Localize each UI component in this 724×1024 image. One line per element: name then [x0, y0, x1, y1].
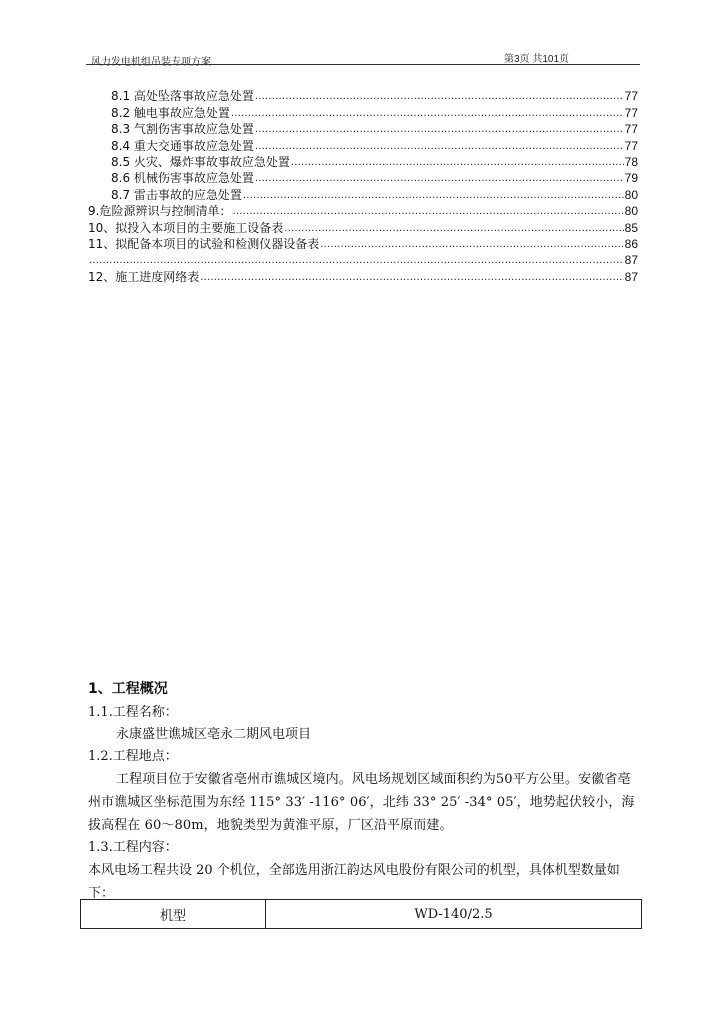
subsection-heading: 1.1.工程名称：	[88, 705, 178, 720]
toc-entry-title: 8.7 雷击事故的应急处置	[111, 187, 242, 202]
toc-entry[interactable]	[88, 218, 638, 234]
toc-entry[interactable]	[88, 202, 638, 218]
toc-leader-dots	[255, 90, 624, 103]
subsection-heading: 1.3.工程内容：	[88, 840, 178, 855]
subsection-heading: 1.2.工程地点：	[88, 749, 178, 764]
toc-leader-dots	[291, 156, 624, 169]
toc-leader-dots	[243, 189, 624, 202]
toc-entry[interactable]	[88, 169, 638, 185]
toc-entry[interactable]	[88, 235, 638, 251]
toc-entry-page: 77	[624, 138, 638, 153]
toc-entry-page: 77	[624, 122, 638, 137]
toc-entry-title: 8.2 触电事故应急处置	[111, 105, 230, 120]
toc-entry-page: 77	[624, 89, 638, 104]
toc-leader-dots	[255, 140, 624, 153]
toc-entry[interactable]	[88, 185, 638, 201]
header-doc-title: 风力发电机组吊装专项方案	[91, 57, 211, 68]
toc-leader-dots	[255, 172, 624, 185]
toc-entry[interactable]	[88, 87, 638, 103]
toc-entry-title: 8.4 重大交通事故应急处置	[111, 138, 254, 153]
toc-entry[interactable]	[88, 153, 638, 169]
toc-entry-page: 87	[624, 269, 638, 284]
project-overview	[88, 678, 640, 905]
toc-entry-page: 80	[624, 204, 638, 219]
toc-entry[interactable]	[88, 103, 638, 119]
toc-entry-page: 80	[624, 187, 638, 202]
toc-entry-title: 8.3 气割伤害事故应急处置	[111, 122, 254, 137]
turbine-model-table	[80, 899, 642, 929]
table-cell-label: 机型	[81, 900, 266, 929]
toc-leader-dots	[231, 107, 624, 120]
toc-leader-dots	[89, 254, 624, 267]
toc-entry-title: 11、拟配备本项目的试验和检测仪器设备表	[88, 236, 320, 251]
location-paragraph: 工程项目位于安徽省亳州市谯城区境内。风电场规划区域面积约为50平方公里。安徽省亳州市谯城区坐标范围为东经 115° 33′ -116° 06′，北纬 33° 25′ -34° 05′，地势起伏较小，海拔高程在 60～80m，地貌类型为黄淮平原，厂区沿平原而建。	[88, 772, 635, 833]
toc-entry-page: 85	[624, 220, 638, 235]
table-row	[81, 900, 642, 929]
toc-leader-dots	[284, 222, 623, 235]
header-page-info: 第3页 共101页	[504, 54, 570, 65]
toc-entry-title: 8.1 高处坠落事故应急处置	[111, 89, 254, 104]
toc-entry[interactable]	[88, 251, 638, 267]
toc-leader-dots	[200, 271, 623, 284]
content-paragraph: 本风电场工程共设 20 个机位，全部选用浙江韵达风电股份有限公司的机型，具体机型数量如下：	[88, 863, 620, 901]
project-name: 永康盛世谯城区亳永二期风电项目	[116, 727, 312, 742]
table-of-contents	[88, 87, 638, 284]
toc-entry-title: 12、施工进度网络表	[88, 269, 200, 284]
toc-entry-title: 9.危险源辨识与控制清单：	[88, 204, 232, 219]
toc-entry-page: 87	[624, 253, 638, 268]
toc-entry-page: 77	[624, 105, 638, 120]
toc-leader-dots	[255, 123, 624, 136]
toc-entry[interactable]	[88, 120, 638, 136]
toc-entry-title: 8.6 机械伤害事故应急处置	[111, 171, 254, 186]
toc-entry-page: 78	[624, 154, 638, 169]
toc-entry[interactable]	[88, 136, 638, 152]
table-cell-value: WD-140/2.5	[266, 900, 642, 929]
toc-entry-page: 86	[624, 236, 638, 251]
toc-entry-title: 8.5 火灾、爆炸事故事故应急处置	[111, 154, 290, 169]
toc-leader-dots	[232, 205, 623, 218]
section-title: 1、工程概况	[88, 681, 168, 697]
toc-entry-page: 79	[624, 171, 638, 186]
toc-entry[interactable]	[88, 267, 638, 283]
header-divider	[86, 64, 640, 65]
toc-leader-dots	[320, 238, 623, 251]
toc-entry-title: 10、拟投入本项目的主要施工设备表	[88, 220, 284, 235]
